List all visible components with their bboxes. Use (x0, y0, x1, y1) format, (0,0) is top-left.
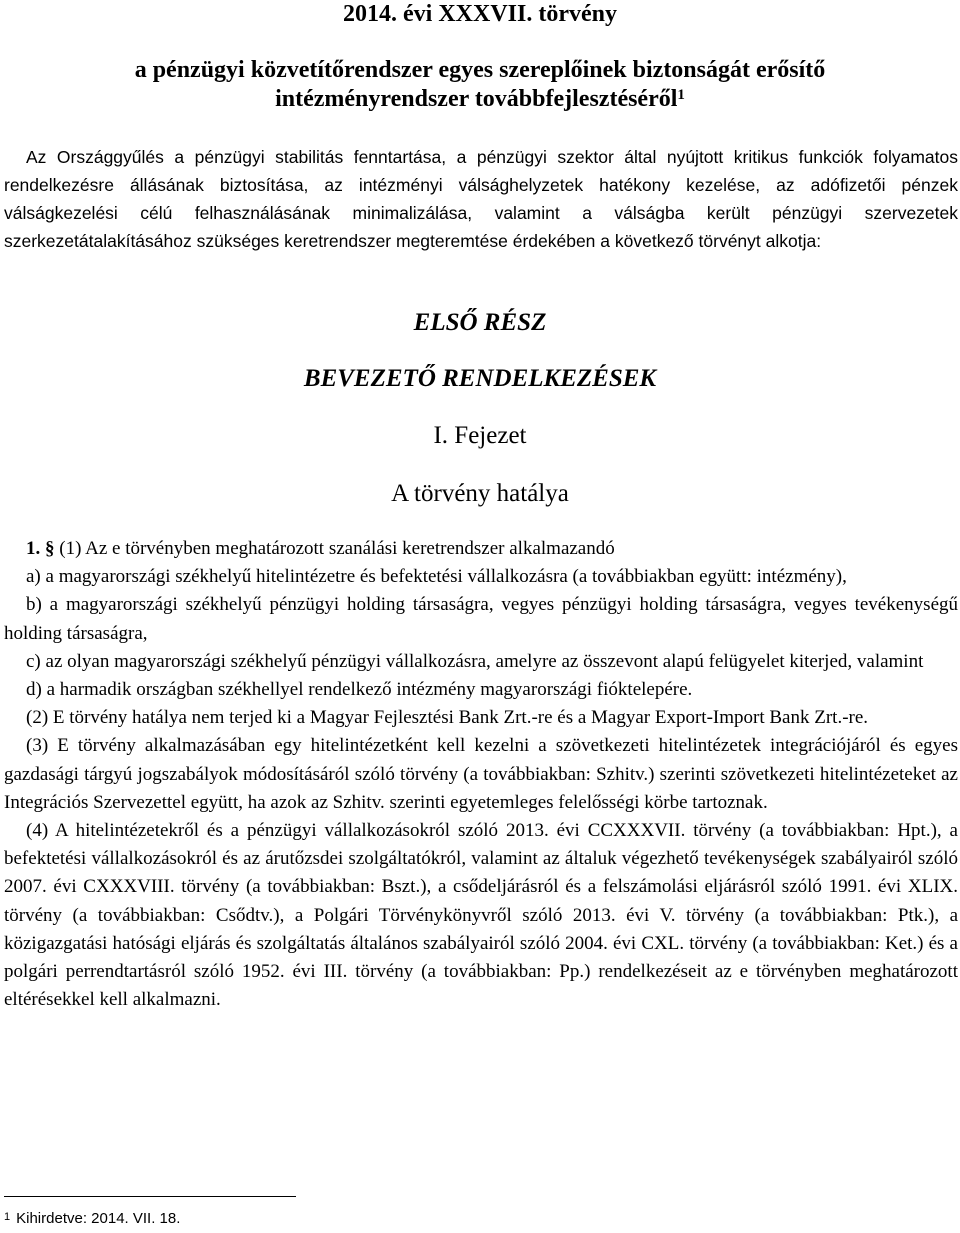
law-subtitle-line-2 (0, 85, 960, 114)
section-paragraph-1 (4, 535, 958, 563)
section-point-c: c) az olyan magyarországi székhelyű pénzügyi vállalkozásra, amelyre az összevont alapú felügyelet kiterjed, valamint (26, 650, 924, 672)
section-paragraph-4: (4) A hitelintézetekről és a pénzügyi vállalkozásokról szóló 2013. évi CCXXXVII. törvény (a továbbiakban: Hpt.), a befektetési vállalkozásokról és az árutőzsdei szolgáltatókról, valamint az általuk végezhető tevékenységek szabályairól szóló 2007. évi CXXXVIII. törvény (a továbbiakban: Bszt.), a csődeljárásról és a felszámolási eljárásról szóló 1991. évi XLIX. törvény (a továbbiakban: Csődtv.), a Polgári Törvénykönyvről szóló 2013. évi V. törvény (a továbbiakban: Ptk.), a közigazgatási hatósági eljárás és szolgáltatás általános szabályairól szóló 2004. évi CXL. törvény (a továbbiakban: Ket.) és a polgári perrendtartásról szóló 1952. évi III. törvény (a továbbiakban: Pp.) rendelkezéseit az e törvényben meghatározott eltérésekkel kell alkalmazni. (4, 820, 958, 1011)
preamble: Az Országgyűlés a pénzügyi stabilitás fenntartása, a pénzügyi szektor által nyújtott kritikus funkciók folyamatos rendelkezésre állásának biztosítása, az intézményi válsághelyzetek hatékony kezelése, az adófizetői pénzek válságkezelési célú felhasználásának minimalizálása, valamint a válságba került pénzügyi szervezetek szerkezetátalakításához szükséges keretrendszer megteremtése érdekében a következő törvényt alkotja: (4, 147, 958, 251)
section-paragraph-1-text: (1) Az e törvényben meghatározott szanálási keretrendszer alkalmazandó (59, 538, 615, 559)
section-point-d: d) a harmadik országban székhellyel rendelkező intézmény magyarországi fióktelepére. (26, 679, 693, 701)
footnote (4, 1208, 180, 1230)
section-body (4, 535, 958, 1014)
chapter-number: I. Fejezet (433, 422, 527, 449)
section-point-b: b) a magyarországi székhelyű pénzügyi holding társaságra, vegyes pénzügyi holding társaságra, vegyes tevékenységű holding társaságra, (4, 594, 958, 644)
section-paragraph-2: (2) E törvény hatálya nem terjed ki a Magyar Fejlesztési Bank Zrt.-re és a Magyar Export-Import Bank Zrt.-re. (26, 707, 869, 729)
chapter-name: A törvény hatálya (391, 480, 569, 507)
law-subtitle-line-1: a pénzügyi közvetítőrendszer egyes szereplőinek biztonságát erősítő (134, 57, 826, 83)
section-number: 1. § (26, 538, 55, 559)
law-title: 2014. évi XXXVII. törvény (343, 1, 617, 27)
section-point-a: a) a magyarországi székhelyű hitelintézetre és befektetési vállalkozásra (a továbbiakban együtt: intézmény), (26, 566, 847, 588)
footnote-divider (4, 1196, 296, 1197)
part-title: ELSŐ RÉSZ (413, 309, 547, 336)
footnote-text: Kihirdetve: 2014. VII. 18. (16, 1210, 181, 1227)
footnote-marker: 1 (4, 1211, 11, 1223)
section-paragraph-3: (3) E törvény alkalmazásában egy hitelintézetként kell kezelni a szövetkezeti hitelintézetek integrációjáról és egyes gazdasági tárgyú jogszabályok módosításáról szóló törvény (a továbbiakban: Szhitv.) szerinti szövetkezeti hitelintézeteket az Integrációs Szervezettel együtt, ha azok az Szhitv. szerinti egyetemleges felelősségi körbe tartoznak. (4, 735, 958, 813)
law-subtitle (0, 56, 960, 114)
footnote-reference[interactable]: 1 (677, 87, 685, 103)
part-name: BEVEZETŐ RENDELKEZÉSEK (303, 365, 657, 392)
law-subtitle-line-2-text: intézményrendszer továbbfejlesztéséről (275, 86, 678, 112)
